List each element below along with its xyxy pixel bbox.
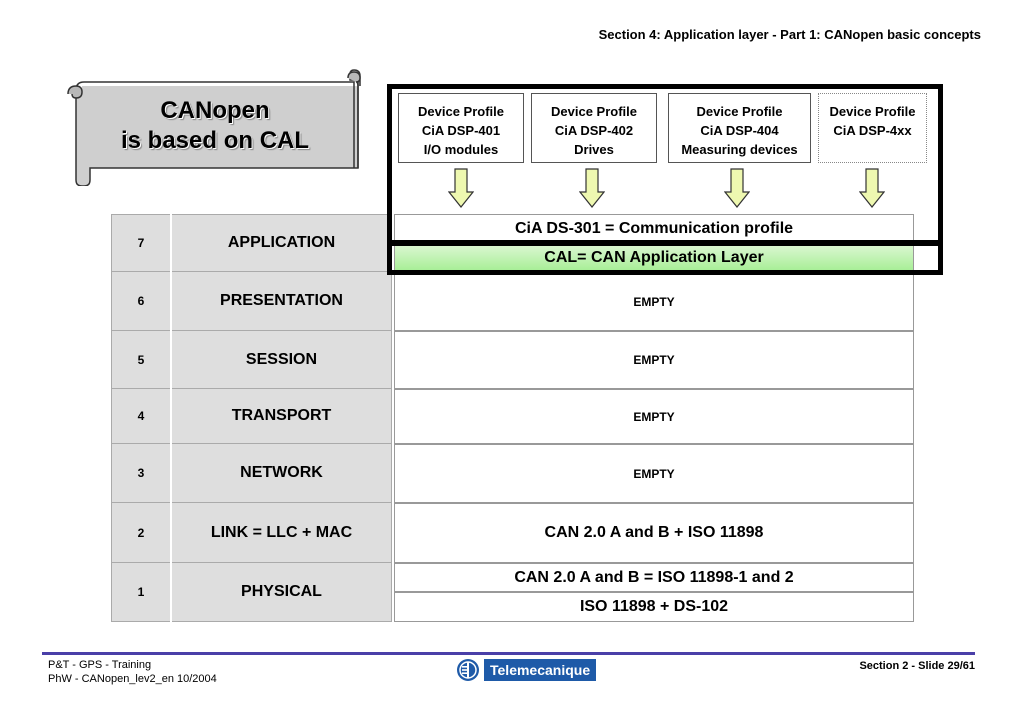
layer-6-content: EMPTY	[394, 272, 914, 331]
page-header-title: Section 4: Application layer - Part 1: CANopen basic concepts	[598, 27, 981, 42]
layer-7-number: 7	[111, 214, 170, 272]
scroll-line-2: is based on CAL	[120, 127, 310, 154]
profile-highlight-frame	[387, 84, 943, 275]
profile-highlight-divider	[387, 240, 943, 246]
telemecanique-logo-icon	[456, 658, 480, 682]
profile-desc: Measuring devices	[681, 142, 798, 157]
layer-1-content-a: CAN 2.0 A and B = ISO 11898-1 and 2	[394, 563, 914, 592]
profile-label: Device Profile	[696, 104, 783, 119]
layer-1-number: 1	[111, 563, 170, 622]
profile-code: CiA DSP-401	[421, 123, 501, 138]
layer-3-content: EMPTY	[394, 444, 914, 503]
layer-3-number: 3	[111, 444, 170, 503]
layer-1-name: PHYSICAL	[172, 563, 392, 622]
layer-2-number: 2	[111, 503, 170, 563]
layer-6-name: PRESENTATION	[172, 272, 392, 331]
layer-5-name: SESSION	[172, 331, 392, 389]
layer-5-content: EMPTY	[394, 331, 914, 389]
layer-5-number: 5	[111, 331, 170, 389]
brand-name: Telemecanique	[484, 659, 596, 681]
footer-divider	[42, 652, 975, 655]
profile-desc: I/O modules	[423, 142, 499, 157]
layer-1-content-b: ISO 11898 + DS-102	[394, 592, 914, 622]
layer-4-name: TRANSPORT	[172, 389, 392, 444]
cal-cell: CAL= CAN Application Layer	[394, 244, 914, 272]
profile-code: CiA DSP-4xx	[833, 123, 912, 138]
profile-code: CiA DSP-404	[700, 123, 779, 138]
layer-4-content: EMPTY	[394, 389, 914, 444]
scroll-banner-text	[78, 96, 352, 156]
profile-desc: Drives	[574, 142, 614, 157]
layer-3-name: NETWORK	[172, 444, 392, 503]
profile-label: Device Profile	[418, 104, 504, 119]
layer-2-content: CAN 2.0 A and B + ISO 11898	[394, 503, 914, 563]
footer-doc-ref: PhW - CANopen_lev2_en 10/2004	[48, 673, 217, 685]
footer-left	[48, 658, 217, 686]
scroll-line-1: CANopen	[160, 97, 270, 124]
layer-4-number: 4	[111, 389, 170, 444]
layer-2-name: LINK = LLC + MAC	[172, 503, 392, 563]
footer-training: P&T - GPS - Training	[48, 659, 152, 671]
layer-7-name: APPLICATION	[172, 214, 392, 272]
layer-6-number: 6	[111, 272, 170, 331]
profile-code: CiA DSP-402	[554, 123, 634, 138]
profile-label: Device Profile	[829, 104, 916, 119]
brand-logo	[456, 657, 596, 683]
comm-profile-cell: CiA DS-301 = Communication profile	[394, 214, 914, 244]
profile-label: Device Profile	[551, 104, 637, 119]
slide-number: Section 2 - Slide 29/61	[859, 660, 975, 672]
